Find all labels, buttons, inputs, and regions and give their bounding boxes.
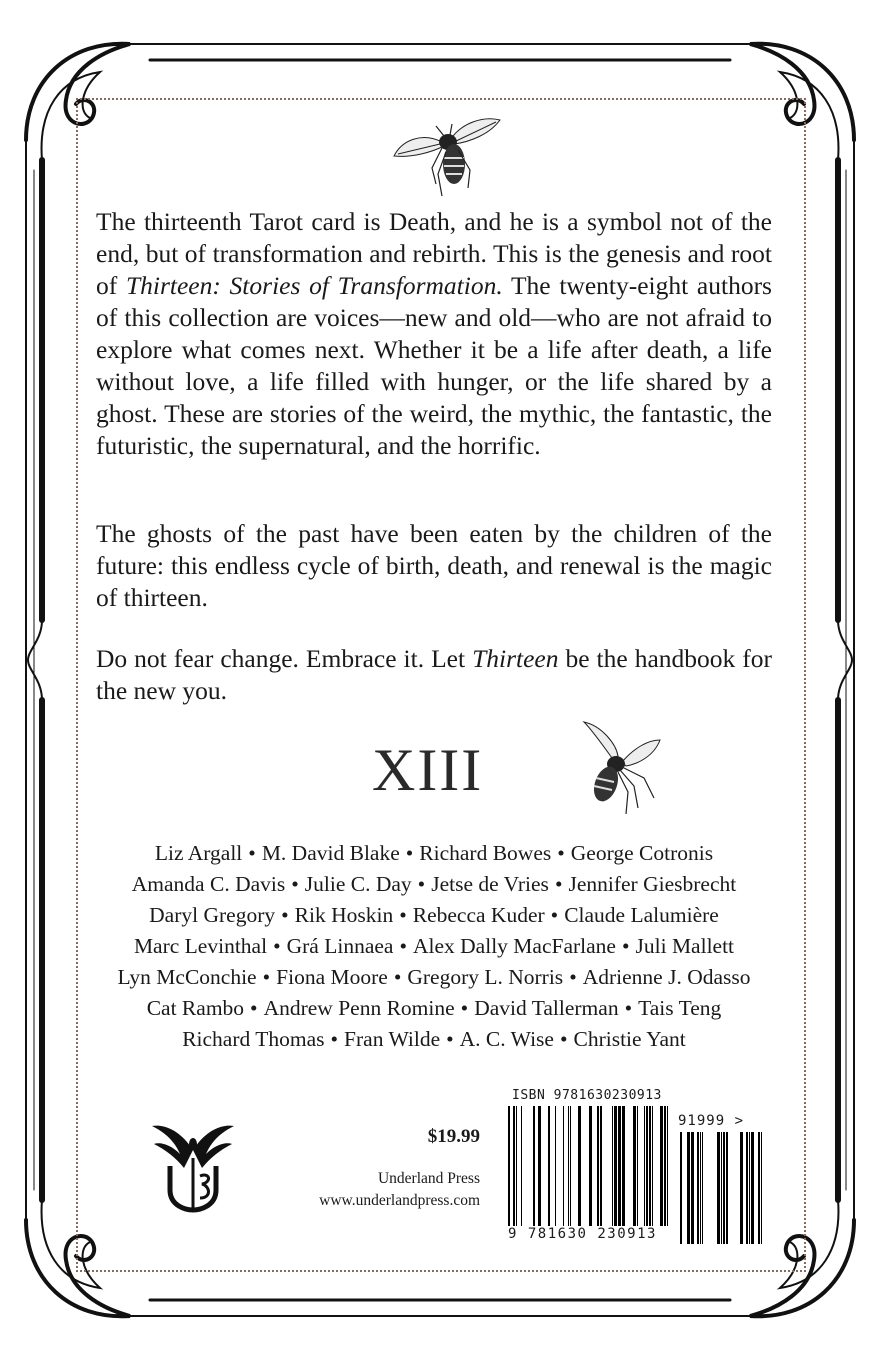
- barcode-bar: [516, 1106, 517, 1226]
- author-name: Claude Lalumière: [564, 903, 719, 927]
- author-name: Christie Yant: [573, 1027, 686, 1051]
- barcode-bar: [644, 1106, 645, 1226]
- author-name: Liz Argall: [154, 841, 243, 865]
- barcode-bar: [723, 1132, 725, 1244]
- author-row: [96, 993, 772, 1024]
- author-name: A. C. Wise: [459, 1027, 554, 1051]
- price-addon-label: 91999 >: [678, 1113, 745, 1129]
- author-row: [96, 1024, 772, 1055]
- author-name: Alex Dally MacFarlane: [412, 934, 616, 958]
- barcode-bar: [740, 1132, 743, 1244]
- author-name: Cat Rambo: [146, 996, 245, 1020]
- barcode-bar: [568, 1106, 569, 1226]
- barcode-bar: [570, 1106, 571, 1226]
- publisher-info: [280, 1168, 480, 1212]
- author-name: M. David Blake: [261, 841, 400, 865]
- author-name: Tais Teng: [638, 996, 722, 1020]
- author-name: Marc Levinthal: [133, 934, 268, 958]
- author-name: Amanda C. Davis: [131, 872, 286, 896]
- roman-numeral-title: XIII: [372, 737, 484, 803]
- bullet-separator: •: [273, 934, 281, 958]
- bullet-separator: •: [405, 841, 414, 865]
- author-name: Julie C. Day: [304, 872, 412, 896]
- barcode-bar: [749, 1132, 750, 1244]
- barcode-bar: [578, 1106, 581, 1226]
- publisher-name: Underland Press: [377, 1170, 480, 1187]
- author-name: Jennifer Giesbrecht: [568, 872, 737, 896]
- author-name: David Tallerman: [474, 996, 619, 1020]
- bullet-separator: •: [621, 934, 630, 958]
- description-paragraph-2: The ghosts of the past have been eaten by the children of the future: this endless cycle of birth, death, and renewal is the magic of thirteen.: [96, 519, 772, 612]
- barcode-bar: [667, 1106, 668, 1226]
- bullet-separator: •: [550, 903, 559, 927]
- author-row: [96, 869, 772, 900]
- description-paragraph-1: The thirteenth Tarot card is Death, and he is a symbol not of the end, but of transformation and rebirth. This is the genesis and root of Thirteen: Stories of Transformation. The twenty-eight authors of this collection are voices—new and old—who are not afraid to explore what comes next. Whether it be a life after death, a life without love, a life filled with hunger, or the life shared by a ghost. These are stories of the weird, the mythic, the fantastic, the futuristic, the supernatural, and the horrific.: [96, 207, 772, 460]
- barcode-bar: [513, 1106, 515, 1226]
- bullet-separator: •: [399, 903, 407, 927]
- author-name: Andrew Penn Romine: [263, 996, 455, 1020]
- barcode-bar: [702, 1132, 703, 1244]
- barcode-bar: [687, 1132, 690, 1244]
- author-name: George Cotronis: [570, 841, 714, 865]
- publisher-url: www.underlandpress.com: [319, 1192, 480, 1209]
- author-name: Grá Linnaea: [286, 934, 394, 958]
- bullet-separator: •: [399, 934, 407, 958]
- bullet-separator: •: [446, 1027, 454, 1051]
- author-name: Gregory L. Norris: [407, 965, 564, 989]
- barcode-bar: [761, 1132, 762, 1244]
- book-title: Thirteen: Stories of Transformation.: [125, 271, 503, 300]
- underland-press-logo: [150, 1110, 236, 1214]
- barcode-bar: [649, 1106, 651, 1226]
- author-list: [96, 838, 772, 1055]
- bullet-separator: •: [250, 996, 258, 1020]
- barcode-bar: [700, 1132, 701, 1244]
- bullet-separator: •: [281, 903, 289, 927]
- barcode-bar: [717, 1132, 720, 1244]
- barcode-bar: [555, 1106, 556, 1226]
- author-name: Daryl Gregory: [149, 903, 276, 927]
- bullet-separator: •: [554, 872, 563, 896]
- barcode-bar: [508, 1106, 510, 1226]
- barcode-bar: [758, 1132, 760, 1244]
- author-name: Fiona Moore: [276, 965, 388, 989]
- barcode-bar: [533, 1106, 535, 1226]
- barcode-bar: [660, 1106, 663, 1226]
- author-name: Rik Hoskin: [294, 903, 394, 927]
- bullet-separator: •: [262, 965, 271, 989]
- bullet-separator: •: [557, 841, 565, 865]
- bee-icon: [582, 718, 662, 816]
- author-name: Rebecca Kuder: [412, 903, 545, 927]
- barcode-bar: [548, 1106, 550, 1226]
- barcode-bar: [726, 1132, 728, 1244]
- barcode-bar: [637, 1106, 638, 1226]
- barcode-bar: [600, 1106, 602, 1226]
- bullet-separator: •: [569, 965, 577, 989]
- author-row: [96, 900, 772, 931]
- author-row: [96, 838, 772, 869]
- isbn-label: ISBN 9781630230913: [512, 1088, 662, 1103]
- barcode-bar: [538, 1106, 541, 1226]
- description-paragraph-3: Do not fear change. Embrace it. Let Thirteen be the handbook for the new you.: [96, 644, 772, 705]
- author-name: Adrienne J. Odasso: [582, 965, 751, 989]
- barcode-bar: [664, 1106, 666, 1226]
- barcode-bar: [751, 1132, 754, 1244]
- bullet-separator: •: [330, 1027, 339, 1051]
- author-name: Lyn McConchie: [117, 965, 257, 989]
- barcode-bar: [691, 1132, 694, 1244]
- author-name: Fran Wilde: [344, 1027, 441, 1051]
- barcode-bar: [563, 1106, 564, 1226]
- barcode-bar: [618, 1106, 621, 1226]
- author-row: [96, 962, 772, 993]
- book-title-short: Thirteen: [472, 644, 559, 673]
- author-name: Juli Mallett: [635, 934, 735, 958]
- barcode-bar: [721, 1132, 722, 1244]
- bullet-separator: •: [460, 996, 469, 1020]
- bullet-separator: •: [559, 1027, 568, 1051]
- barcode-bar: [633, 1106, 636, 1226]
- barcode-bar: [597, 1106, 599, 1226]
- author-name: Richard Bowes: [419, 841, 552, 865]
- barcode-bar: [622, 1106, 625, 1226]
- barcode-bar: [589, 1106, 592, 1226]
- author-name: Jetse de Vries: [431, 872, 549, 896]
- price: $19.99: [427, 1126, 480, 1147]
- bullet-separator: •: [291, 872, 299, 896]
- barcode-bar: [614, 1106, 617, 1226]
- bullet-separator: •: [393, 965, 402, 989]
- barcode-bar: [612, 1106, 613, 1226]
- bullet-separator: •: [624, 996, 633, 1020]
- author-name: Richard Thomas: [182, 1027, 325, 1051]
- barcode-bar: [697, 1132, 699, 1244]
- bullet-separator: •: [248, 841, 256, 865]
- barcode-bar: [646, 1106, 648, 1226]
- barcode-bar: [652, 1106, 653, 1226]
- bee-icon: [392, 112, 502, 198]
- bullet-separator: •: [417, 872, 426, 896]
- barcode-bar: [521, 1106, 522, 1226]
- author-row: [96, 931, 772, 962]
- barcode-bar: [680, 1132, 682, 1244]
- isbn-barcode: [504, 1088, 768, 1244]
- barcode-bar: [746, 1132, 748, 1244]
- isbn-digits: 9 781630 230913: [508, 1226, 657, 1242]
